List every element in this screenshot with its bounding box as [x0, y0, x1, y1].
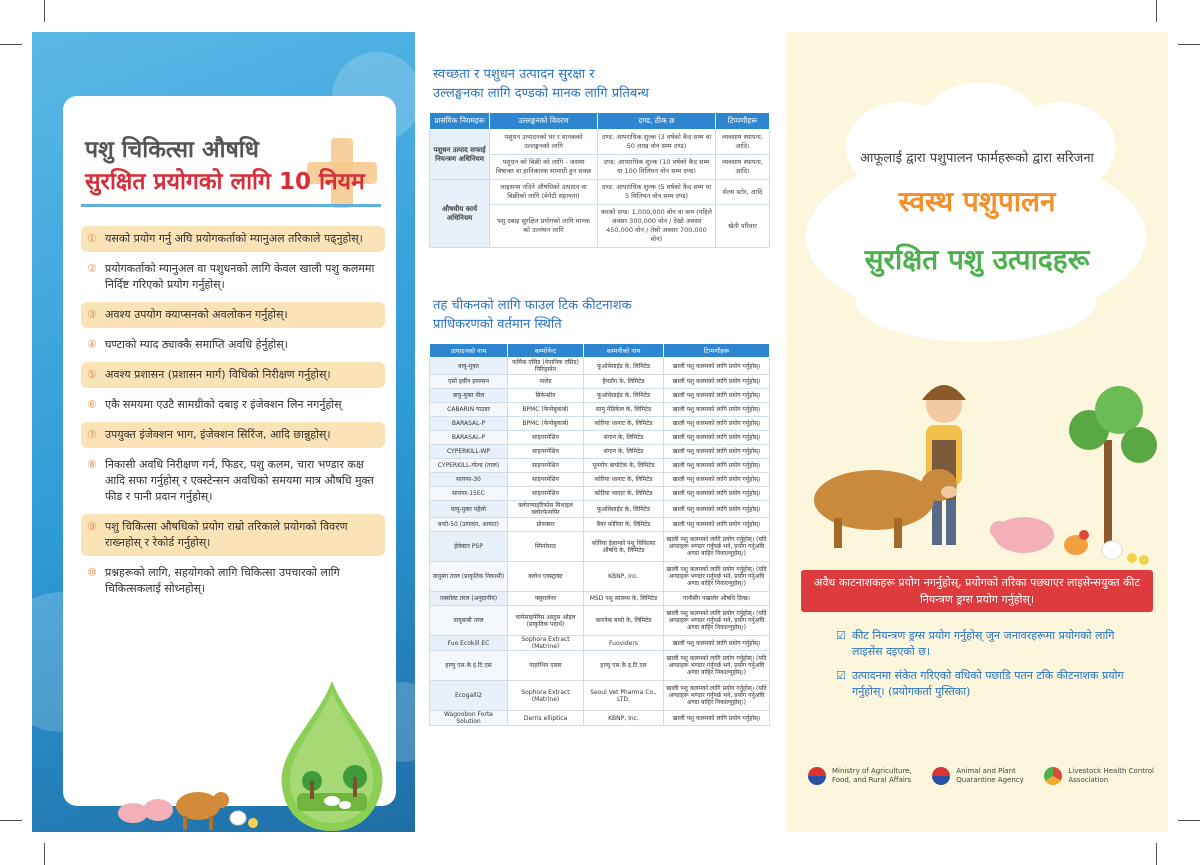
table-cell: कारनेक बायो के, लिमिटेड [584, 606, 664, 636]
table-cell: खाली पशु कलमको लागि प्रयोग गर्नुहोस्। [664, 417, 770, 431]
penalty-cell: दण्ड: आपराधिक शुल्क (10 वर्षको कैद सम्म या 100 मिलियन वोन सम्म दण्ड) [598, 155, 716, 180]
table-cell: खाली पशु कलमको लागि प्रयोग गर्नुहोस्। [664, 445, 770, 459]
column-header: प्रासंगिक नियमहरू [430, 113, 490, 130]
rule-text: अवश्य उपयोग क्याप्सनको अवलोकन गर्नुहोस्। [105, 308, 288, 321]
table-cell: KBNP, Inc. [584, 711, 664, 726]
penalty-title-line2: उल्लङ्घनका लागि दण्डको मानक लागि प्रतिबन्ध [433, 86, 649, 101]
table-cell: खाली पशु कलमको लागि प्रयोग गर्नुहोस्। [664, 431, 770, 445]
table-row [430, 389, 770, 403]
rule-number: ⑥ [87, 398, 97, 411]
rules-title: पशु चिकित्सा औषधि [85, 137, 259, 163]
table-cell: संगान के, लिमिटेड [584, 445, 664, 459]
column-header: कम्पोनेन्ट [508, 344, 584, 358]
penalty-cell: करको दण्ड: 1,000,000 वोन वा कम (पहिले अवसर 300,000 वोन / देखो अवसर 450,000 वोन / तेस्रो अवसर 700,000 वोन) [598, 205, 716, 248]
table-row [430, 518, 770, 532]
table-cell: Wagoobon Forte Solution [430, 711, 508, 726]
table-row [430, 459, 770, 473]
rule-text: अवश्य प्रशासन (प्रशासन मार्ग) विधिको निरीक्षण गर्नुहोस्। [105, 368, 331, 381]
rule-text: यसको प्रयोग गर्नु अघि प्रयोगकर्ताको म्यानुअल तरिकाले पढ्नुहोस्। [105, 232, 363, 245]
logo-text: Ministry of Agriculture, [832, 767, 912, 775]
rule-text: निकासी अवधि निरीक्षण गर्न, फिडर, पशु कलम, चारा भण्डार कक्ष आदि सफा गर्नुहोस् र एक्स्टेन्सन अवधिको समयमा मात्र औषधि मुक्त फीड र पानी प्रदान गर्नुहोस्। [105, 458, 374, 503]
penalty-table [429, 112, 770, 248]
right-subtitle: आफूलाई द्वारा पशुपालन फार्महरूको द्वारा सरिजना [860, 151, 1094, 166]
rule-number: ② [87, 262, 97, 275]
table-row [430, 651, 770, 681]
table-cell: KBNP, Inc. [584, 562, 664, 592]
column-header: दण्ड, ठीक छ [598, 113, 716, 130]
right-title-line1: स्वस्थ पशुपालन [898, 185, 1056, 218]
product-table [429, 343, 770, 726]
table-cell: खाली पशु कलमको लागि प्रयोग गर्नुहोस्। (यदि अण्डाहरू भण्डार गर्नुपर्छ भने, प्रयोग गर्नुअघि अण्डा बाहिर निकाल्नुहोस्।) [664, 606, 770, 636]
quarantine-logo [932, 767, 1023, 785]
korea-taegeuk-icon [932, 767, 950, 785]
crop-mark [44, 843, 45, 865]
logo-text: Animal and Plant [956, 767, 1016, 775]
rule-item [81, 226, 385, 252]
farmer-livestock-illustration [794, 350, 1164, 570]
table-cell: BARASAL-P [430, 431, 508, 445]
note-cell: खेती परिवार [716, 205, 770, 248]
advice-text: कीट नियन्त्रण ड्रग्स प्रयोग गर्नुहोस् जुन जनावरहरूमा प्रयोगको लागि लाइसेंस दइएको छ। [852, 629, 1115, 658]
table-cell: कोरिया ध्वनाट के, लिमिटेड [584, 417, 664, 431]
advice-item [836, 628, 1146, 660]
rule-number: ③ [87, 308, 97, 321]
table-cell: खाली पशु कलमको लागि प्रयोग गर्नुहोस्। [664, 636, 770, 651]
table-row [430, 375, 770, 389]
table-cell: सायपर-15EC [430, 487, 508, 501]
table-cell: नालेड [508, 375, 584, 389]
table-row [430, 532, 770, 562]
table-row [430, 606, 770, 636]
table-cell: Fuo Ecokill EC [430, 636, 508, 651]
table-cell: Fuoviders [584, 636, 664, 651]
table-cell: BPMC (फेनोबुकार्ब) [508, 403, 584, 417]
sponsor-logos [808, 767, 1154, 785]
table-cell: Derris elliptica [508, 711, 584, 726]
rule-item [81, 362, 385, 388]
advice-list [836, 628, 1146, 708]
table-cell: पानीसँग पखालेर औषधि दिन्छ। [664, 592, 770, 606]
table-cell: साइपरमेथ्रिन [508, 487, 584, 501]
table-row [430, 592, 770, 606]
table-cell: स्पिनोसाड [508, 532, 584, 562]
table-row [430, 180, 770, 205]
table-cell: साइपरमेथ्रिन [508, 445, 584, 459]
rule-number: ① [87, 232, 97, 245]
rule-item [81, 422, 385, 448]
warning-banner: अवैध काटनाशकहरू प्रयोग नगर्नुहोस्, प्रयोगको तरिका पछ्याएर लाइसेन्सयुक्त कीट नियन्त्रण ड्रग्स प्रयोग गर्नुहोस्। [801, 570, 1153, 612]
crop-mark [1156, 843, 1157, 865]
note-cell: सेल्स स्टोर, आदि [716, 180, 770, 205]
rule-text: पशु चिकित्सा औषधिको प्रयोग राम्रो तरिकाले प्रयोगको विवरण राख्नहोस् र रेकोर्ड गर्नुहोस्। [105, 520, 348, 549]
column-header: टिप्पणीहरू [664, 344, 770, 358]
table-cell: वायुबाबी तरल [430, 606, 508, 636]
crop-mark [0, 44, 22, 45]
rules-card [63, 96, 396, 806]
table-row [430, 562, 770, 592]
crop-mark [1178, 44, 1200, 45]
violation-cell: पशुधन उत्पादनको घर र मानकको उल्लङ्घनको लागि [490, 130, 598, 155]
rule-item [81, 514, 385, 556]
table-cell: फूओवेसाईड के, लिमिटेड [584, 389, 664, 403]
logo-text: Livestock Health Control [1068, 767, 1154, 775]
penalty-cell: दण्ड: आपराधिक शुल्क (5 वर्षको कैद सम्म या 5 मिलियन वोन सम्म दण्ड) [598, 180, 716, 205]
table-row [430, 487, 770, 501]
table-cell: क्लोथ एक्स्ट्राक्ट [508, 562, 584, 592]
table-cell: खाली पशु कलमको लागि प्रयोग गर्नुहोस्। [664, 459, 770, 473]
table-cell: MSD पशु स्वास्थ्य के, लिमिटेड [584, 592, 664, 606]
table-row [430, 431, 770, 445]
table-cell: ईलेक्टर PSP [430, 532, 508, 562]
table-cell: हान्यु एस.के इ.टि.एस [584, 651, 664, 681]
table-cell: साइपरमेथ्रिन [508, 431, 584, 445]
rule-number: ⑧ [87, 458, 97, 471]
table-cell: हान्यु एस.के इ.टि.एस [430, 651, 508, 681]
right-panel [786, 32, 1168, 832]
farm-animals-illustration [113, 768, 263, 832]
table-cell: खाली पशु कलमको लागि प्रयोग गर्नुहोस्। [664, 501, 770, 518]
table-cell: Sophora Extract (Matrine) [508, 636, 584, 651]
act-cell: औषधीय कार्य अधिनियम [430, 180, 490, 248]
table-cell: पाइरेथिन एसस [508, 651, 584, 681]
column-header: टिप्पणीहरू [716, 113, 770, 130]
table-row [430, 417, 770, 431]
penalty-title-line1: स्वच्छता र पशुधन उत्पादन सुरक्षा र [433, 67, 595, 82]
check-box-icon: ☑ [836, 669, 846, 682]
table-row [430, 501, 770, 518]
table-cell: फूओवेसाईड के, लिमिटेड [584, 501, 664, 518]
table-row [430, 473, 770, 487]
advice-text: उत्पादनमा संकेत गरिएको वधिको पछाडि पतन टकि कीटनाशक प्रयोग गर्नुहोस्। (प्रयोगकर्ता पुस्तिका) [852, 669, 1124, 698]
table-cell: संगान के, लिमिटेड [584, 431, 664, 445]
crop-mark [1156, 0, 1157, 22]
table-cell: बिफेन्थ्रीन [508, 389, 584, 403]
table-cell: वायुबंग तरल (प्राकृतिक निकासी) [430, 562, 508, 592]
water-drop-illustration [277, 681, 387, 831]
table-cell: फ्लुरालेनर [508, 592, 584, 606]
products-title-line1: तह चीकनको लागि फाउल टिक कीटनाशक [433, 298, 632, 313]
table-cell: वायु-मुक्त नील [430, 389, 508, 403]
column-header: उत्पादनको नाम [430, 344, 508, 358]
rules-subtitle: सुरक्षित प्रयोगको लागि 10 नियम [85, 169, 365, 195]
rule-number: ⑦ [87, 428, 97, 441]
table-cell: एसो हर्वीन इमल्सन [430, 375, 508, 389]
table-row [430, 358, 770, 375]
violation-cell: पशु दबाइ सुरक्षित प्रयोगको लागि मानक को उल्लंघन लागि [490, 205, 598, 248]
rule-item [81, 560, 385, 602]
table-cell: कोरिया ध्वनाट के, लिमिटेड [584, 473, 664, 487]
table-cell: बन्दो-50 (उत्पादन, आयात) [430, 518, 508, 532]
table-cell: खाली पशु कलमको लागि प्रयोग गर्नुहोस्। [664, 403, 770, 417]
check-box-icon: ☑ [836, 629, 846, 642]
rule-number: ④ [87, 338, 97, 351]
table-cell: खाली पशु कलमको लागि प्रयोग गर्नुहोस्। [664, 358, 770, 375]
rule-number: ⑩ [87, 566, 97, 579]
table-cell: सायपर-30 [430, 473, 508, 487]
table-cell: यूनगोंग बायोटेक के, लिमिटेड [584, 459, 664, 473]
crop-mark [1178, 820, 1200, 821]
rule-item [81, 332, 385, 358]
table-row [430, 636, 770, 651]
table-row [430, 130, 770, 155]
table-cell: CABARIN पाउडर [430, 403, 508, 417]
table-cell: फूओवेसाईड के, लिमिटेड [584, 358, 664, 375]
table-cell: CYPERKILL-गोल्ड (तरल) [430, 459, 508, 473]
association-logo [1044, 767, 1154, 785]
table-cell: प्रोपक्सर [508, 518, 584, 532]
right-title-line2: सुरक्षित पशु उत्पादहरू [864, 243, 1090, 276]
table-cell: साइपरमेथ्रिन [508, 473, 584, 487]
table-cell: कोरिया ध्वनाट के, लिमिटेड [584, 487, 664, 501]
rule-item [81, 302, 385, 328]
logo-text: Quarantine Agency [956, 776, 1024, 784]
table-cell: Seoul Vet Pharma Co., LTD. [584, 681, 664, 711]
korea-taegeuk-icon [808, 767, 826, 785]
table-cell: क्लोरप्याइरिफोस मिथाइल क्लोरफेनापिर [508, 501, 584, 518]
divider [81, 204, 381, 207]
table-row [430, 403, 770, 417]
ministry-logo [808, 767, 912, 785]
table-cell: खाली पशु कलमको लागि प्रयोग गर्नुहोस्। [664, 711, 770, 726]
rule-text: एकै समयमा एउटै सामग्रीको दबाइ र इंजेक्शन लिन नगर्नुहोस् [105, 398, 342, 411]
logo-text: Food, and Rural Affairs [832, 776, 912, 784]
table-cell: चामेसाइपेरिस अब्टुस ओइल (प्राकृतिक पदार्थ) [508, 606, 584, 636]
table-cell: BARASAL-P [430, 417, 508, 431]
table-cell: कोरिया ईलान्को पशु चिकित्सा औषधि के, लिमिटेड [584, 532, 664, 562]
note-cell: व्यवसाय स्थापना, आदि। [716, 155, 770, 180]
note-cell: व्यवसाय स्थापना, आदि। [716, 130, 770, 155]
table-cell: फर्मिक एसिड (नेपानिक एसिड) पिरिड्स्वेन [508, 358, 584, 375]
table-row [430, 445, 770, 459]
table-cell: खाली पशु कलमको लागि प्रयोग गर्नुहोस्। [664, 518, 770, 532]
middle-panel [415, 32, 785, 832]
table-cell: Ecogalli2 [430, 681, 508, 711]
rule-text: उपयुक्त इंजेक्शन भाग, इंजेक्शन सिरिंज, आदि छान्नुहोस्। [105, 428, 331, 441]
penalty-cell: दण्ड: आपराधिक शुल्क (3 वर्षको कैद सम्म वा 50 लाख वोन सम्म दण्ड) [598, 130, 716, 155]
crop-mark [44, 0, 45, 22]
table-row [430, 711, 770, 726]
table-cell: BPMC (फेनोबुकार्ब) [508, 417, 584, 431]
products-title-line2: प्राधिकरणको वर्तमान स्थिति [433, 317, 562, 332]
column-header: उल्लङ्घनको विवरण [490, 113, 598, 130]
rules-list [81, 226, 385, 606]
table-cell: एक्सोल्ट तरल (अनुदानीय) [430, 592, 508, 606]
table-cell: खाली पशु कलमको लागि प्रयोग गर्नुहोस्। (यदि अण्डाहरू भण्डार गर्नुपर्छ भने, प्रयोग गर्नुअघि अण्डा बाहिर निकाल्नुहोस्।) [664, 532, 770, 562]
rule-text: प्रयोगकर्ताको म्यानुअल वा पशुधनको लागि केवल खाली पशु कलममा निर्दिष्ट गरिएको प्रयोग गर्नुहोस्। [105, 262, 375, 291]
rule-text: घण्टाको म्याद ठ्याक्कै समाप्ति अवधि हेर्नुहोस्। [105, 338, 288, 351]
act-cell: पशुधन उत्पाद सफाई नियन्त्रण अधिनियम [430, 130, 490, 180]
table-cell: खाली पशु कलमको लागि प्रयोग गर्नुहोस्। (यदि अण्डाहरू भण्डार गर्नुपर्छ भने, प्रयोग गर्नुअघि अण्डा बाहिर निकाल्नुहोस्।) [664, 651, 770, 681]
table-cell: हैनडोंग के, लिमिटेड [584, 375, 664, 389]
rule-number: ⑤ [87, 368, 97, 381]
table-cell: खाली पशु कलमको लागि प्रयोग गर्नुहोस्। [664, 389, 770, 403]
table-row [430, 681, 770, 711]
table-cell: Sophora Extract (Matrine) [508, 681, 584, 711]
table-cell: खाली पशु कलमको लागि प्रयोग गर्नुहोस्। [664, 473, 770, 487]
livestock-association-icon [1044, 767, 1062, 785]
table-cell: सामु मेडिकेल के, लिमिटेड [584, 403, 664, 417]
rule-item [81, 392, 385, 418]
crop-mark [0, 820, 22, 821]
rule-text: प्रश्नहरूको लागि, सहयोगको लागि चिकित्सा उपचारको लागि चिकित्सकलाई सोध्नहोस्। [105, 566, 340, 595]
table-cell: साइपरमेथ्रिन [508, 459, 584, 473]
table-cell: वायु-मुक्त पहेंलो [430, 501, 508, 518]
advice-item [836, 668, 1146, 700]
logo-text: Association [1068, 776, 1109, 784]
table-cell: बैयर कोरिया के, लिमिटेड [584, 518, 664, 532]
rule-item [81, 256, 385, 298]
table-cell: खाली पशु कलमको लागि प्रयोग गर्नुहोस्। (यदि अण्डाहरू भण्डार गर्नुपर्छ भने, प्रयोग गर्नुअघि अण्डा बाहिर निकाल्नुहोस्।) [664, 562, 770, 592]
table-cell: खाली पशु कलमको लागि प्रयोग गर्नुहोस्। [664, 487, 770, 501]
rule-item [81, 452, 385, 510]
rule-number: ⑨ [87, 520, 97, 533]
violation-cell: पशुधन को बिक्री को लागि - जसमा विषाक्त वा हानिकारक सामाग्री हुन सक्छ [490, 155, 598, 180]
left-panel [32, 32, 415, 832]
violation-cell: लाइसन्स नदिने औषधिको उत्पादन वा बिक्रीको लागि (बेनेटी सहायता) [490, 180, 598, 205]
table-cell: वायु-मुक्त [430, 358, 508, 375]
table-cell: खाली पशु कलमको लागि प्रयोग गर्नुहोस्। [664, 375, 770, 389]
table-cell: CYPERKILL-WP [430, 445, 508, 459]
table-cell: खाली पशु कलमको लागि प्रयोग गर्नुहोस्। (यदि अण्डाहरू भण्डार गर्नुपर्छ भने, प्रयोग गर्नुअघि अण्डा बाहिर निकाल्नुहोस्।) [664, 681, 770, 711]
column-header: कम्पनीको नाम [584, 344, 664, 358]
